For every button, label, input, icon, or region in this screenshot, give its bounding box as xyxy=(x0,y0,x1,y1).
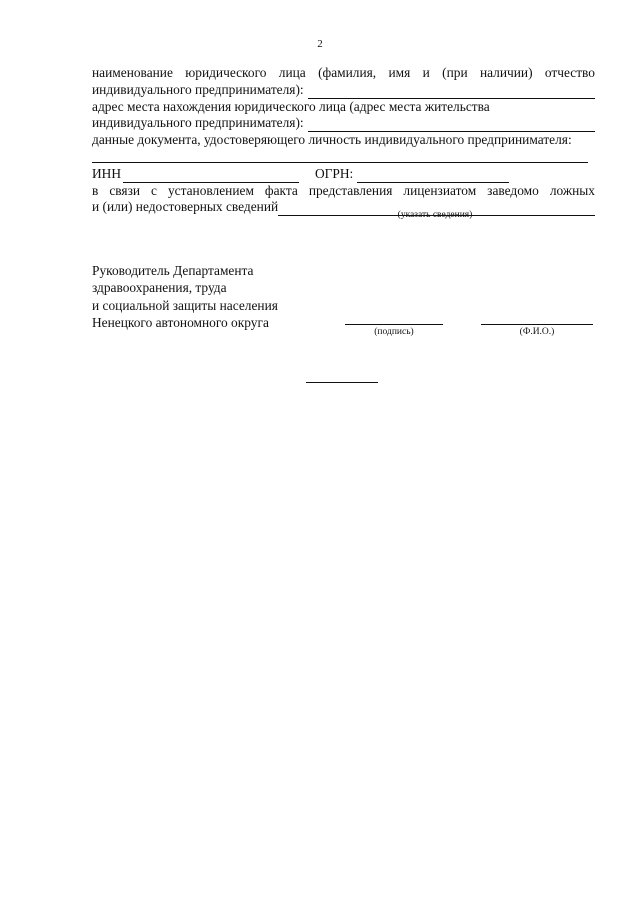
inn-ogrn-row xyxy=(92,166,595,183)
entity-name-row xyxy=(92,82,595,99)
false-info-row xyxy=(92,199,595,216)
signature-title-block xyxy=(92,262,278,331)
entity-name-label: наименование юридического лица (фамилия, имя и (при наличии) отчество xyxy=(92,65,595,80)
specify-info-caption: (указать сведения) xyxy=(397,210,473,220)
entrepreneur-address-label: индивидуального предпринимателя): xyxy=(92,115,304,131)
signer-title-line-1: Руководитель Департамента xyxy=(92,263,254,278)
full-name-field[interactable] xyxy=(481,324,593,325)
entrepreneur-label: индивидуального предпринимателя): xyxy=(92,81,304,97)
ogrn-label: ОГРН: xyxy=(315,165,354,181)
end-of-document-rule xyxy=(306,382,378,383)
reason-text: в связи с установлением факта представления лицензиатом заведомо ложных xyxy=(92,182,595,198)
address-row xyxy=(92,115,595,132)
form-body xyxy=(92,65,595,216)
signature-field[interactable] xyxy=(345,324,443,325)
signer-title-line-3: и социальной защиты населения xyxy=(92,297,278,313)
signer-title-line-2: здравоохранения, труда xyxy=(92,280,227,296)
signer-title-line-4: Ненецкого автономного округа xyxy=(92,314,269,330)
identity-document-row xyxy=(92,149,595,166)
identity-document-field[interactable] xyxy=(92,149,588,163)
full-name-caption: (Ф.И.О.) xyxy=(519,327,555,337)
entity-name-field[interactable] xyxy=(308,86,595,99)
address-field[interactable] xyxy=(308,119,595,132)
identity-document-label: данные документа, удостоверяющего личность индивидуального предпринимателя: xyxy=(92,132,572,148)
false-info-label: и (или) недостоверных сведений xyxy=(92,199,279,215)
signature-caption: (подпись) xyxy=(374,327,414,337)
inn-field[interactable] xyxy=(123,170,299,183)
address-label: адрес места нахождения юридического лица (адрес места жительства xyxy=(92,98,490,114)
page-number: 2 xyxy=(317,38,323,50)
ogrn-field[interactable] xyxy=(357,170,509,183)
inn-label: ИНН xyxy=(92,165,122,181)
